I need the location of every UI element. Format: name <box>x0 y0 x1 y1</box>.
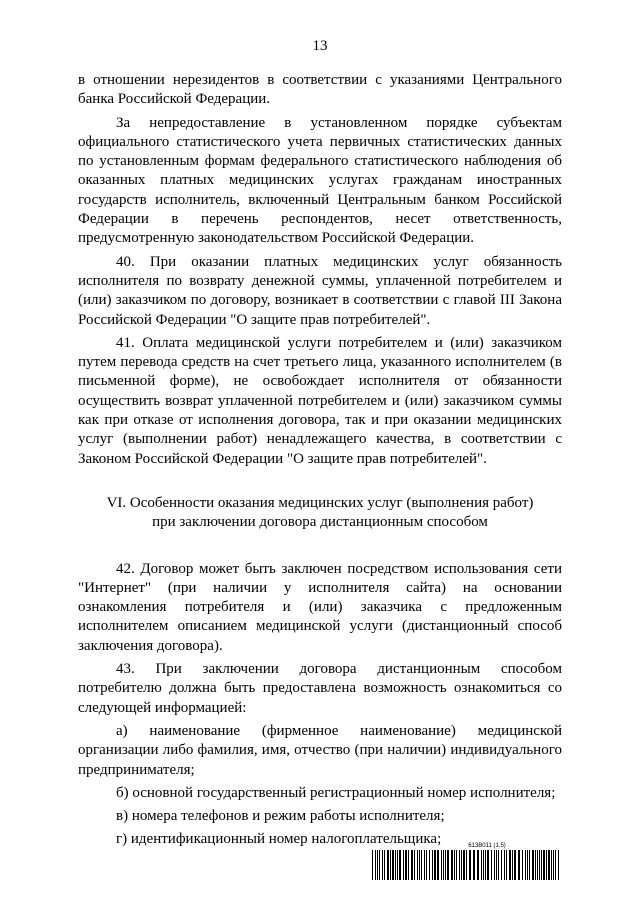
paragraph: 41. Оплата медицинской услуги потребителем и (или) заказчиком путем перевода средств на счет третьего лица, указанного исполнителем (в письменной форме), не освобождает исполнителя от обязанности осуществить возврат уплаченной потребителем и (или) заказчиком суммы как при отказе от исполнения договора, так и при оказании медицинских услуг (выполнении работ) ненадлежащего качества, в соответствии с Законом Российской Федерации "О защите прав потребителей". <box>78 334 562 467</box>
section-title-line: при заключении договора дистанционным способом <box>152 514 488 531</box>
paragraph: 43. При заключении договора дистанционным способом потребителю должна быть предоставлена возможность ознакомиться со следующей информацией: <box>78 661 562 716</box>
page-number: 13 <box>312 38 328 54</box>
section-title <box>78 494 562 533</box>
barcode-block <box>372 843 562 880</box>
list-item: г) идентификационный номер налогоплательщика; <box>116 831 442 848</box>
paragraph: За непредоставление в установленном порядке субъектам официального статистического учета первичных статистических данных по установленным формам федерального статистического наблюдения об оказанных платных медицинских услугах гражданам иностранных государств исполнитель, включенный Центральным банком Российской Федерации в перечень респондентов, несет ответственность, предусмотренную законодательством Российской Федерации. <box>78 114 562 247</box>
barcode-code: 613B011 (1.5) <box>468 843 506 849</box>
section-title-line: VI. Особенности оказания медицинских услуг (выполнения работ) <box>106 494 534 511</box>
paragraph: в отношении нерезидентов в соответствии с указаниями Центрального банка Российской Федерации. <box>78 72 562 108</box>
document-body <box>78 71 562 850</box>
paragraph: 42. Договор может быть заключен посредством использования сети "Интернет" (при наличии у исполнителя сайта) на основании ознакомления потребителя и (или) заказчика с предложенным исполнителем описанием медицинской услуги (дистанционный способ заключения договора). <box>78 560 562 654</box>
list-item: а) наименование (фирменное наименование) медицинской организации либо фамилия, имя, отчество (при наличии) индивидуального предпринимателя; <box>78 722 562 778</box>
list-item: в) номера телефонов и режим работы исполнителя; <box>116 808 445 825</box>
list-item: б) основной государственный регистрационный номер исполнителя; <box>116 784 556 801</box>
paragraph: 40. При оказании платных медицинских услуг обязанность исполнителя по возврату денежной суммы, уплаченной потребителем и (или) заказчиком по договору, возникает в соответствии с главой III Закона Российской Федерации "О защите прав потребителей". <box>78 253 562 328</box>
barcode-icon <box>372 850 562 880</box>
